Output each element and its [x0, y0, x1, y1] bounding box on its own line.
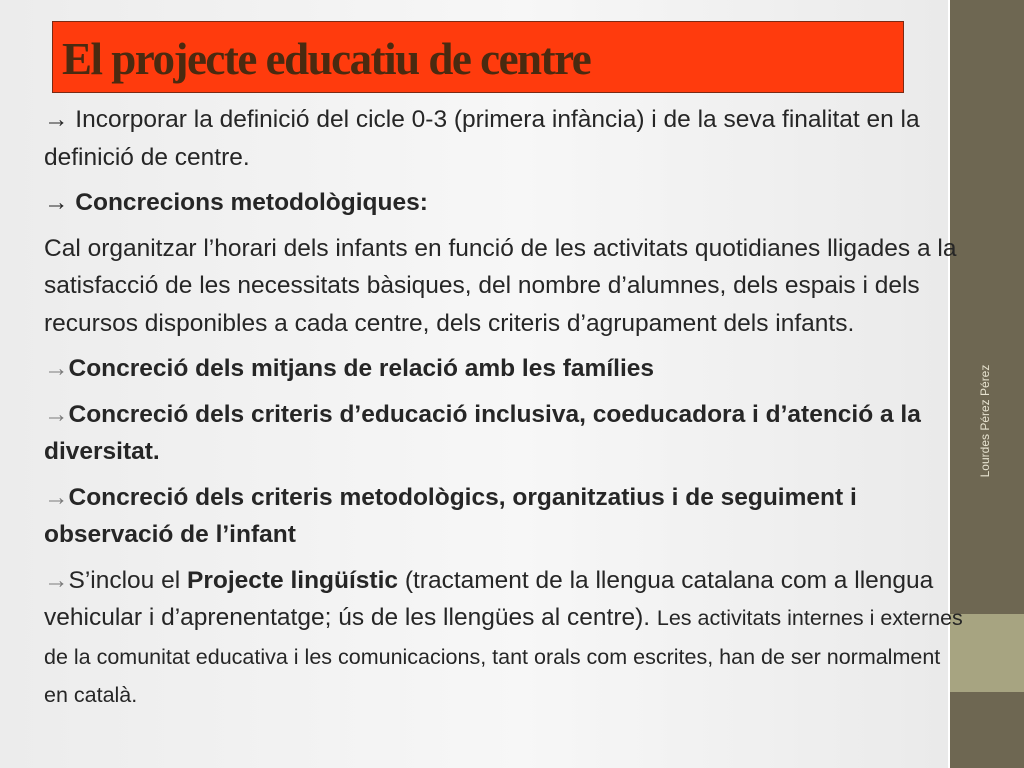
slide-title: El projecte educatiu de centre: [62, 34, 591, 84]
paragraph-inclusive-education: [44, 396, 969, 471]
paragraph-lead: S’inclou el: [68, 566, 187, 594]
paragraph-text: Concreció dels criteris d’educació inclusiva, coeducadora i d’atenció a la diversitat.: [44, 400, 921, 465]
arrow-icon: →: [44, 355, 69, 382]
paragraph-text: Concreció dels criteris metodològics, organitzatius i de seguiment i observació de l’infant: [44, 483, 857, 548]
paragraph-schedule: Cal organitzar l’horari dels infants en funció de les activitats quotidianes lligades a la satisfacció de les necessitats bàsiques, del nombre d’alumnes, dels espais i dels recursos disponibles a cada centre, dels criteris d’agrupament dels infants.: [44, 234, 957, 337]
arrow-icon: →: [44, 566, 69, 594]
paragraph-methodological-criteria: [44, 479, 969, 554]
arrow-icon: →: [44, 106, 69, 133]
paragraph-families: [44, 350, 969, 388]
paragraph-text: Concrecions metodològiques:: [68, 189, 428, 216]
language-project-term: Projecte lingüístic: [186, 566, 399, 594]
paragraph-text: Concreció dels mitjans de relació amb les famílies: [68, 355, 655, 382]
arrow-icon: →: [44, 400, 69, 428]
arrow-icon: →: [44, 483, 69, 511]
arrow-icon: →: [44, 189, 69, 216]
author-label: Lourdes Pérez Pérez: [978, 364, 992, 478]
paragraph-methodological-heading: [44, 184, 969, 222]
paragraph-small-text: Les activitats internes i externes de la comunitat educativa i les comunicacions, tant orals com escrites, han de ser normalment en català.: [44, 606, 963, 707]
paragraph-text: Incorporar la definició del cicle 0-3 (primera infància) i de la seva finalitat en la definició de centre.: [44, 106, 920, 171]
paragraph-cycle-definition: [44, 101, 969, 176]
paragraph-text: (tractament de la llengua catalana com a llengua vehicular i d’aprenentatge; ús de les llengües al centre).: [44, 566, 934, 631]
slide-body: [44, 101, 969, 715]
paragraph-language-project: [44, 562, 969, 715]
